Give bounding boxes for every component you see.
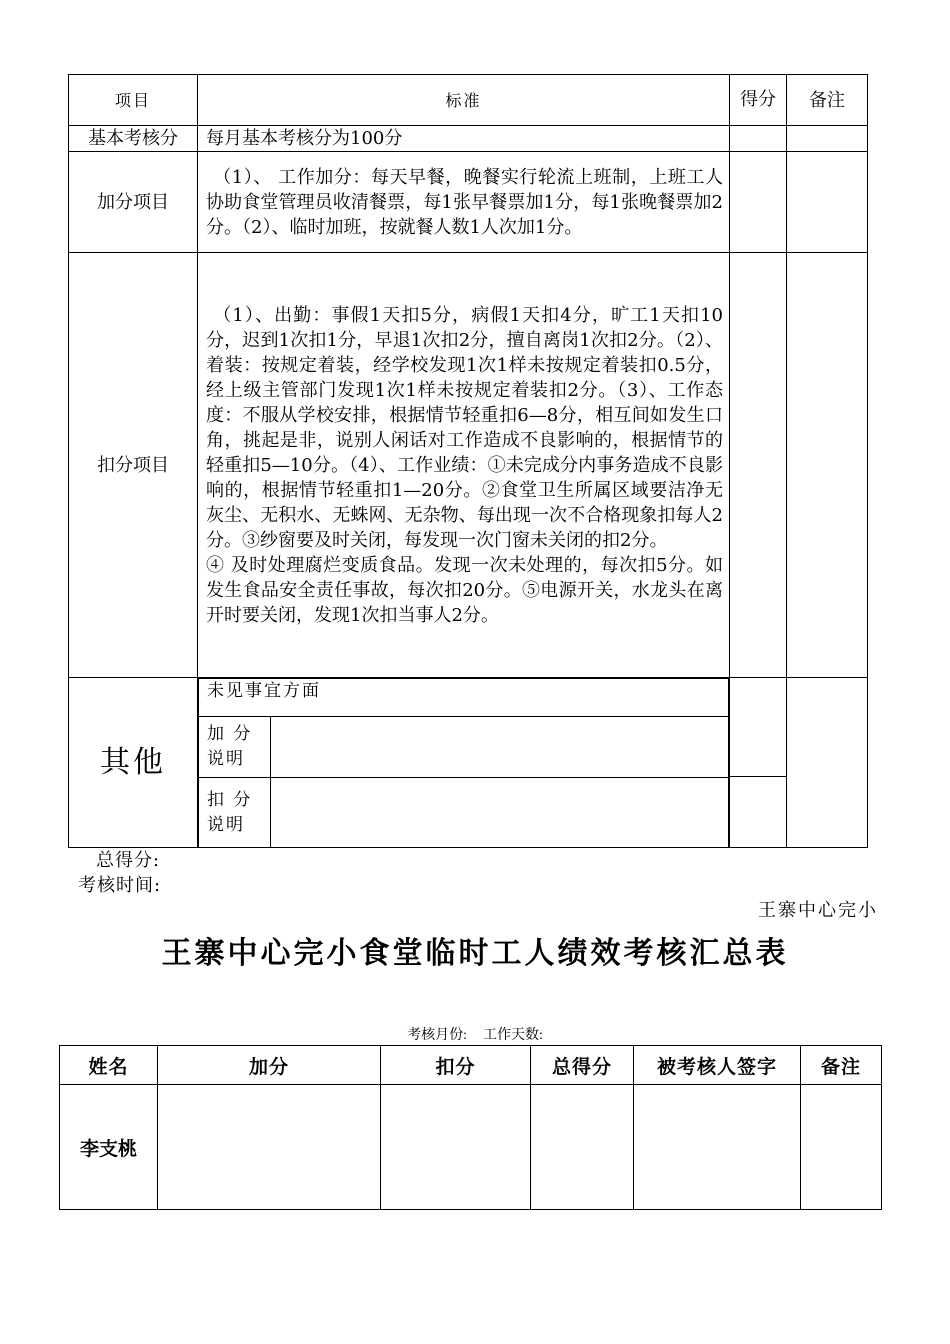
header-score: 得分 xyxy=(730,75,787,126)
remark-cell-other[interactable] xyxy=(787,678,868,848)
summary-header-deduct: 扣分 xyxy=(381,1046,531,1085)
table-header-row xyxy=(69,75,868,126)
deduct-cell[interactable] xyxy=(381,1085,531,1210)
header-remark: 备注 xyxy=(787,75,868,126)
unforeseen-label: 未见事宜方面 xyxy=(199,679,729,717)
summary-header-name: 姓名 xyxy=(60,1046,158,1085)
add-explain-field[interactable] xyxy=(271,717,729,778)
other-inner-grid xyxy=(198,678,729,847)
item-bonus: 加分项目 xyxy=(69,152,198,253)
item-other: 其他 xyxy=(69,678,198,848)
remark-cell-bonus[interactable] xyxy=(787,152,868,253)
add-explain-label: 加 分 说明 xyxy=(199,717,271,778)
standard-deduct-text: （1）、出勤：事假1天扣5分，病假1天扣4分，旷工1天扣10分，迟到1次扣1分，早退1次扣2分，擅自离岗1次扣2分。（2）、着装：按规定着装，经学校发现1次1样未按规定着装扣0.5分，经上级主管部门发现1次1样未按规定着装扣2分。（3）、工作态度：不服从学校安排，根据情节轻重扣6—8分，相互间如发生口角，挑起是非，说别人闲话对工作造成不良影响的，根据情节的轻重扣5—10分。（4）、工作业绩：①未完成分内事务造成不良影响的，根据情节轻重扣1—20分。②食堂卫生所属区域要洁净无灰尘、无积水、无蛛网、无杂物、每出现一次不合格现象扣每人2分。③纱窗要及时关闭，每发现一次门窗未关闭的扣2分。 xyxy=(206,304,723,551)
review-time-label: 考核时间: xyxy=(78,875,162,896)
total-cell[interactable] xyxy=(531,1085,634,1210)
table-row-basic xyxy=(69,126,868,152)
standard-bonus: （1）、 工作加分：每天早餐，晚餐实行轮流上班制，上班工人协助食堂管理员收清餐票，每1张早餐票加1分，每1张晚餐票加2分。（2）、临时加班，按就餐人数1人次加1分。 xyxy=(198,152,730,253)
remark-cell-deduct[interactable] xyxy=(787,253,868,678)
table-row-other xyxy=(69,678,868,848)
score-cell-deduct[interactable] xyxy=(730,253,787,678)
remark-cell-basic[interactable] xyxy=(787,126,868,152)
header-standard: 标准 xyxy=(198,75,730,126)
school-name: 王寨中心完小 xyxy=(758,900,878,921)
table-row-bonus xyxy=(69,152,868,253)
table-row-deduct xyxy=(69,253,868,678)
item-deduct: 扣分项目 xyxy=(69,253,198,678)
other-details xyxy=(198,678,730,848)
summary-table xyxy=(59,1045,882,1210)
score-cell-bonus[interactable] xyxy=(730,152,787,253)
standard-basic: 每月基本考核分为100分 xyxy=(198,126,730,152)
deduct-explain-field[interactable] xyxy=(271,778,729,848)
table-row xyxy=(60,1085,882,1210)
standard-deduct xyxy=(198,253,730,678)
item-basic: 基本考核分 xyxy=(69,126,198,152)
month-label: 考核月份: xyxy=(407,1028,467,1043)
days-label: 工作天数: xyxy=(483,1028,543,1043)
summary-title: 王寨中心完小食堂临时工人绩效考核汇总表 xyxy=(161,936,789,971)
score-cell-other-top[interactable] xyxy=(730,678,786,777)
assessment-standard-table xyxy=(68,74,868,848)
total-score-label: 总得分: xyxy=(96,850,161,871)
summary-header-row xyxy=(60,1046,882,1085)
summary-header-remark: 备注 xyxy=(801,1046,882,1085)
summary-header-signature: 被考核人签字 xyxy=(634,1046,801,1085)
remark-cell[interactable] xyxy=(801,1085,882,1210)
summary-header-total: 总得分 xyxy=(531,1046,634,1085)
summary-meta xyxy=(0,1024,950,1044)
deduct-explain-label: 扣 分 说明 xyxy=(199,778,271,848)
summary-header-bonus: 加分 xyxy=(158,1046,381,1085)
score-cell-other[interactable] xyxy=(730,678,787,848)
header-item: 项目 xyxy=(69,75,198,126)
score-cell-basic[interactable] xyxy=(730,126,787,152)
standard-deduct-text-extra: ④ 及时处理腐烂变质食品。发现一次未处理的，每次扣5分。如发生食品安全责任事故，每次扣20分。⑤电源开关，水龙头在离开时要关闭，发现1次扣当事人2分。 xyxy=(206,554,723,626)
bonus-cell[interactable] xyxy=(158,1085,381,1210)
signature-cell[interactable] xyxy=(634,1085,801,1210)
worker-name: 李支桃 xyxy=(60,1085,158,1210)
